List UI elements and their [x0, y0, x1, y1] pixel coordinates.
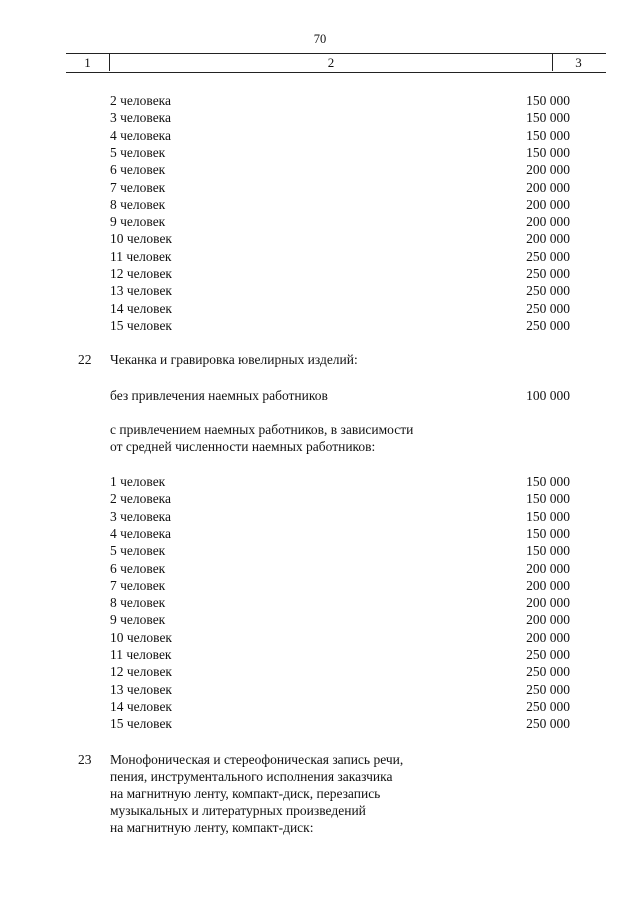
table-row	[0, 698, 640, 715]
table-row	[0, 646, 640, 663]
row-value: 200 000	[526, 595, 570, 611]
row-label: 5 человек	[110, 543, 166, 559]
item-description: с привлечением наемных работников, в зависимости от средней численности наемных работников:	[110, 422, 414, 454]
row-label: 11 человек	[110, 647, 172, 662]
row-label: 12 человек	[110, 266, 172, 281]
table-row	[0, 508, 640, 525]
row-label: 10 человек	[110, 231, 172, 247]
row-label: 4 человека	[110, 525, 172, 541]
row-value: 250 000	[526, 681, 570, 697]
table-row	[0, 317, 640, 334]
table-row	[0, 127, 640, 144]
row-label: 14 человек	[110, 698, 172, 714]
table-row	[0, 213, 640, 230]
row-value: 200 000	[526, 162, 570, 178]
table-row	[0, 681, 640, 698]
row-label: 5 человек	[110, 144, 166, 160]
row-label: 15 человек	[110, 716, 172, 732]
row-value: 200 000	[526, 214, 570, 230]
row-value: 200 000	[526, 196, 570, 212]
table-row	[0, 179, 640, 196]
row-label: 13 человек	[110, 681, 172, 697]
row-value: 200 000	[526, 231, 570, 247]
item-number: 22	[78, 352, 92, 367]
row-label: 9 человек	[110, 612, 166, 628]
page-number: 70	[313, 32, 327, 46]
row-value: 250 000	[526, 664, 570, 680]
column-header-2: 2	[109, 54, 553, 71]
row-value: 150 000	[526, 93, 570, 108]
row-label: 14 человек	[110, 300, 172, 316]
row-value: 150 000	[526, 474, 570, 489]
row-value: 200 000	[526, 179, 570, 195]
row-value: 150 000	[526, 110, 570, 126]
row-label: 3 человека	[110, 110, 172, 126]
table-row	[0, 230, 640, 247]
row-value: 150 000	[526, 127, 570, 143]
row-value: 250 000	[526, 317, 570, 333]
row-label: 15 человек	[110, 317, 172, 333]
row-label: 6 человек	[110, 162, 166, 178]
table-row	[0, 611, 640, 628]
row-value: 250 000	[526, 266, 570, 281]
row-label: 11 человек	[110, 248, 172, 264]
item-number: 23	[78, 752, 92, 767]
column-header-1: 1	[84, 55, 91, 70]
row-value: 250 000	[526, 300, 570, 316]
table-row	[0, 594, 640, 611]
row-value: 200 000	[526, 577, 570, 593]
table-row	[0, 577, 640, 594]
table-row	[0, 196, 640, 213]
row-label: 2 человека	[110, 93, 172, 108]
table-row	[0, 161, 640, 178]
row-value: 200 000	[526, 612, 570, 628]
row-label: 8 человек	[110, 595, 166, 611]
table-row	[0, 248, 640, 265]
table-row	[0, 542, 640, 559]
row-label: 7 человек	[110, 179, 166, 195]
item-title: Монофоническая и стереофоническая запись речи, пения, инструментального исполнения заказчика на магнитную ленту, компакт-диск, перезапись музыкальных и литературных произведений на магнитную ленту, компакт-диск:	[110, 752, 404, 835]
table-row	[0, 282, 640, 299]
table-row	[0, 265, 640, 282]
row-label: 2 человека	[110, 491, 172, 507]
row-value: 250 000	[526, 716, 570, 732]
row-label: 8 человек	[110, 196, 166, 212]
row-label: 6 человек	[110, 560, 166, 576]
row-value: 150 000	[526, 543, 570, 559]
row-value: 100 000	[526, 388, 570, 403]
table-row	[0, 144, 640, 161]
table-row	[0, 715, 640, 732]
row-label: 3 человека	[110, 508, 172, 524]
row-value: 250 000	[526, 248, 570, 264]
table-row	[0, 92, 640, 109]
row-value: 200 000	[526, 560, 570, 576]
row-value: 150 000	[526, 144, 570, 160]
table-row	[0, 300, 640, 317]
row-value: 150 000	[526, 491, 570, 507]
row-value: 150 000	[526, 508, 570, 524]
table-row	[0, 109, 640, 126]
row-label: 13 человек	[110, 283, 172, 299]
table-row	[0, 525, 640, 542]
row-value: 150 000	[526, 525, 570, 541]
column-header-row	[66, 53, 606, 73]
row-label: 10 человек	[110, 629, 172, 645]
row-label: 12 человек	[110, 664, 172, 680]
row-value: 200 000	[526, 629, 570, 645]
table-row	[0, 490, 640, 507]
table-row	[0, 387, 640, 404]
row-label: 9 человек	[110, 214, 166, 230]
row-value: 250 000	[526, 698, 570, 714]
row-label: 7 человек	[110, 577, 166, 593]
column-header-3: 3	[575, 55, 582, 70]
table-row	[0, 473, 640, 490]
row-label: без привлечения наемных работников	[110, 388, 328, 403]
table-row	[0, 629, 640, 646]
row-value: 250 000	[526, 283, 570, 299]
row-value: 250 000	[526, 647, 570, 662]
table-row	[0, 663, 640, 680]
row-label: 4 человека	[110, 127, 172, 143]
row-label: 1 человек	[110, 474, 166, 489]
item-title: Чеканка и гравировка ювелирных изделий:	[110, 352, 358, 367]
table-row	[0, 560, 640, 577]
